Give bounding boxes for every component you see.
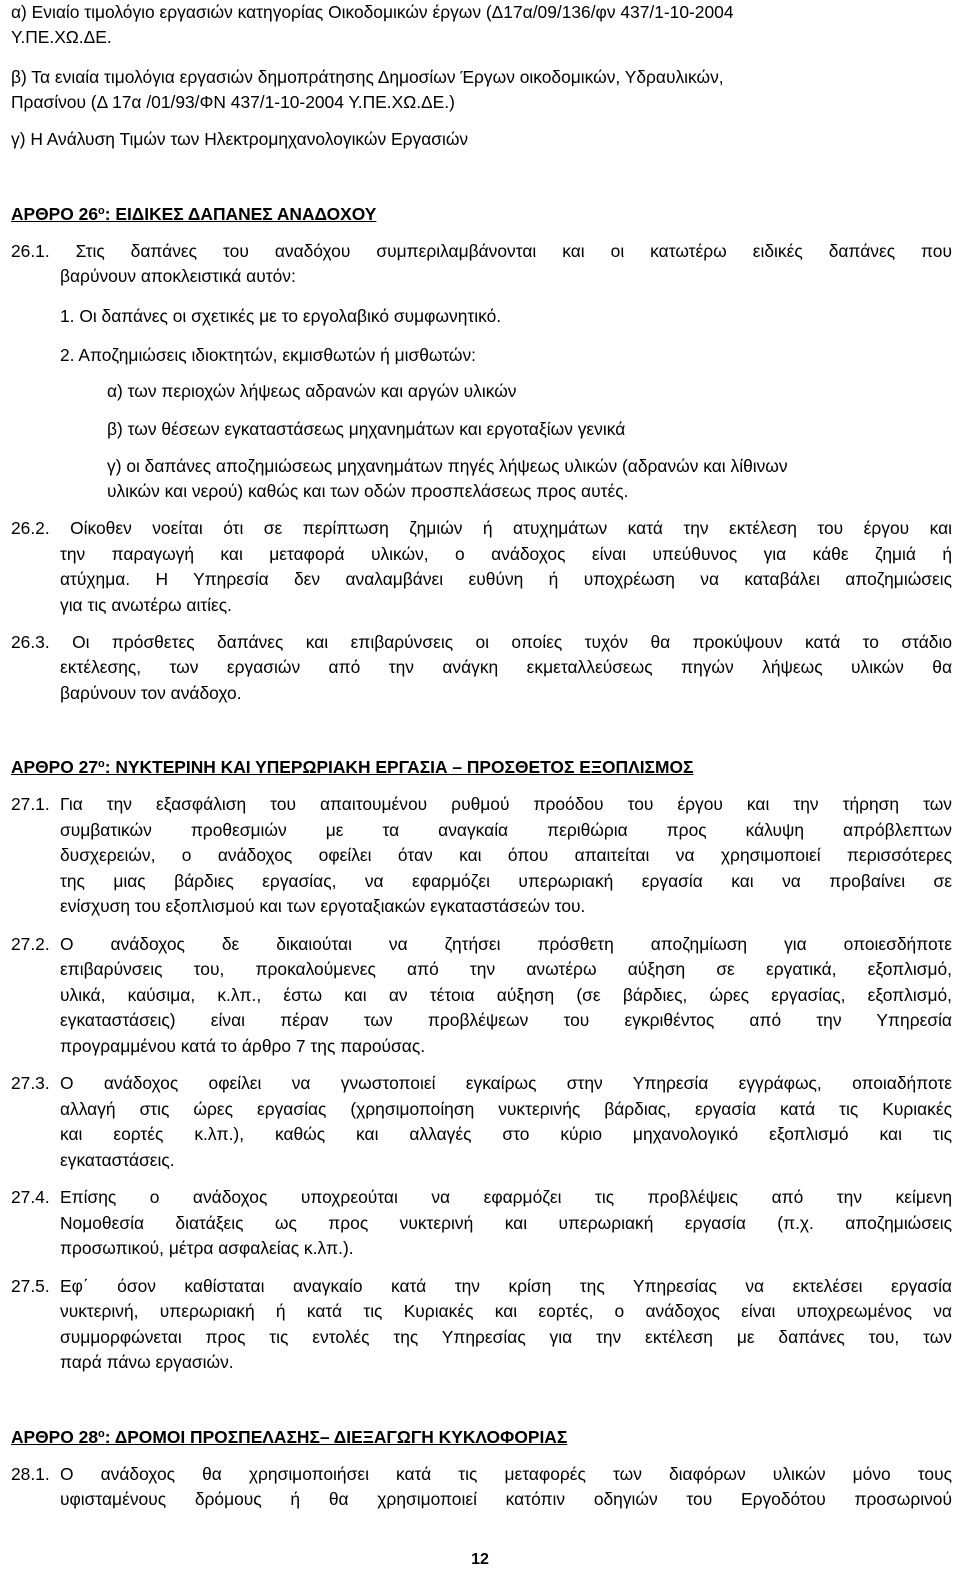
art27-p5-line3: συμμορφώνεται προς τις εντολές της Υπηρεσίας για την εκτέλεση με δαπάνες του, των	[60, 1327, 952, 1347]
art27-p2-number: 27.2.	[11, 934, 50, 954]
art27-p3-line3: και εορτές κ.λπ.), καθώς και αλλαγές στο κύριο μηχανολογικό εξοπλισμό και τις	[60, 1124, 952, 1144]
art26-p1-line2: βαρύνουν αποκλειστικά αυτόν:	[60, 266, 296, 286]
art27-p4-line3: προσωπικού, μέτρα ασφαλείας κ.λπ.).	[60, 1238, 354, 1258]
intro-item-a-line2: Υ.ΠΕ.ΧΩ.ΔΕ.	[11, 27, 112, 47]
art27-p4-line1: Επίσης ο ανάδοχος υποχρεούται να εφαρμόζει τις προβλέψεις από την κείμενη	[60, 1187, 952, 1207]
art27-p3-line4: εγκαταστάσεις.	[60, 1150, 175, 1170]
art27-p2-line2: επιβαρύνσεις του, προκαλούμενες από την ανωτέρω αύξηση σε εργατικά, εξοπλισμό,	[60, 959, 952, 979]
art28-p1-line2: υφισταμένους δρόμους ή θα χρησιμοποιεί κατόπιν οδηγιών του Εργοδότου προσωρινού	[60, 1489, 952, 1509]
art26-p3-line3: βαρύνουν τον ανάδοχο.	[60, 683, 242, 703]
intro-item-b-line1: β) Τα ενιαία τιμολόγια εργασιών δημοπράτησης Δημοσίων Έργων οικοδομικών, Υδραυλικών,	[11, 67, 724, 87]
art26-sub-c-line1: γ) οι δαπάνες αποζημιώσεως μηχανημάτων πηγές λήψεως υλικών (αδρανών και λίθινων	[107, 456, 788, 476]
art27-p1-line1: Για την εξασφάλιση του απαιτουμένου ρυθμού προόδου του έργου και την τήρηση των	[60, 794, 952, 814]
art27-p2-line4: εγκαταστάσεις) είναι πέραν των προβλέψεων του εγκριθέντος από την Υπηρεσία	[60, 1010, 952, 1030]
art27-p3-line2: αλλαγή στις ώρες εργασίας (χρησιμοποίηση νυκτερινής βάρδιας, εργασία κατά τις Κυριακές	[60, 1099, 952, 1119]
art27-p2-line1: Ο ανάδοχος δε δικαιούται να ζητήσει πρόσθετη αποζημίωση για οποιεσδήποτε	[60, 934, 952, 954]
art27-p5-line4: παρά πάνω εργασιών.	[60, 1352, 234, 1372]
art27-p4-number: 27.4.	[11, 1187, 50, 1207]
art26-item1: 1. Οι δαπάνες οι σχετικές με το εργολαβικό συμφωνητικό.	[60, 306, 502, 326]
art28-p1-line1: Ο ανάδοχος θα χρησιμοποιήσει κατά τις μεταφορές των διαφόρων υλικών μόνο τους	[60, 1464, 952, 1484]
art26-item2: 2. Αποζημιώσεις ιδιοκτητών, εκμισθωτών ή μισθωτών:	[60, 345, 476, 365]
art27-p1-line2: συμβατικών προθεσμιών με τα αναγκαία περιθώρια προς κάλυψη απρόβλεπτων	[60, 820, 952, 840]
art26-p2-line2: την παραγωγή και μεταφορά υλικών, ο ανάδοχος είναι υπεύθυνος για κάθε ζημιά ή	[60, 544, 952, 564]
intro-item-b-line2: Πρασίνου (Δ 17α /01/93/ΦΝ 437/1-10-2004 Υ.ΠΕ.ΧΩ.ΔΕ.)	[11, 92, 455, 112]
article-27-heading: ΑΡΘΡΟ $27^o$: ΝΥΚΤΕΡΙΝΗ ΚΑΙ ΥΠΕΡΩΡΙΑΚΗ ΕΡΓΑΣΙΑ – ΠΡΟΣΘΕΤΟΣ ΕΞΟΠΛΙΣΜΟΣ	[11, 757, 694, 777]
art26-p2-line4: για τις ανωτέρω αιτίες.	[60, 595, 233, 615]
article-26-heading: ΑΡΘΡΟ $26^o$: ΕΙΔΙΚΕΣ ΔΑΠΑΝΕΣ ΑΝΑΔΟΧΟΥ	[11, 204, 377, 224]
art27-p1-number: 27.1.	[11, 794, 50, 814]
art26-p1-line1: 26.1. Στις δαπάνες του αναδόχου συμπεριλαμβάνονται και οι κατωτέρω ειδικές δαπάνες που	[11, 241, 952, 261]
art27-p4-line2: Νομοθεσία διατάξεις ως προς νυκτερινή και υπερωριακή εργασία (π.χ. αποζημιώσεις	[60, 1213, 952, 1233]
art28-p1-number: 28.1.	[11, 1464, 50, 1484]
intro-item-a-line1: α) Ενιαίο τιμολόγιο εργασιών κατηγορίας Οικοδομικών έργων (Δ17α/09/136/φν 437/1-10-2004	[11, 2, 734, 22]
art26-p2-line3: ατύχημα. Η Υπηρεσία δεν αναλαμβάνει ευθύνη ή υποχρέωση να καταβάλει αποζημιώσεις	[60, 569, 952, 589]
art27-p2-line5: προγραμμένου κατά το άρθρο 7 της παρούσας.	[60, 1036, 426, 1056]
art27-p2-line3: υλικά, καύσιμα, κ.λπ., έστω και αν τέτοια αύξηση (σε βάρδιες, ώρες εργασίας, εξοπλισμό,	[60, 985, 952, 1005]
art27-p5-number: 27.5.	[11, 1276, 50, 1296]
art27-p3-number: 27.3.	[11, 1073, 50, 1093]
art27-p3-line1: Ο ανάδοχος οφείλει να γνωστοποιεί εγκαίρως στην Υπηρεσία εγγράφως, οποιαδήποτε	[60, 1073, 952, 1093]
art26-p3-line1: 26.3. Οι πρόσθετες δαπάνες και επιβαρύνσεις οι οποίες τυχόν θα προκύψουν κατά το στάδιο	[11, 632, 952, 652]
art27-p1-line5: ενίσχυση του εξοπλισμού και των εργοταξιακών εγκαταστάσεών του.	[60, 896, 586, 916]
art26-sub-b: β) των θέσεων εγκαταστάσεως μηχανημάτων και εργοταξίων γενικά	[107, 419, 626, 439]
art27-p1-line4: της μιας βάρδιες εργασίας, να εφαρμόζει υπερωριακή εργασία και να προβαίνει σε	[60, 871, 952, 891]
intro-item-c-line1: γ) Η Ανάλυση Τιμών των Ηλεκτρομηχανολογικών Εργασιών	[11, 129, 469, 149]
art27-p1-line3: δυσχερειών, ο ανάδοχος οφείλει όταν και όπου απαιτείται να χρησιμοποιεί περισσότερες	[60, 845, 952, 865]
article-28-heading: ΑΡΘΡΟ $28^o$: ΔΡΟΜΟΙ ΠΡΟΣΠΕΛΑΣΗΣ– ΔΙΕΞΑΓΩΓΗ ΚΥΚΛΟΦΟΡΙΑΣ	[11, 1427, 568, 1447]
art26-sub-c-line2: υλικών και νερού) καθώς και των οδών προσπελάσεως προς αυτές.	[107, 481, 629, 501]
page-number: 12	[471, 1551, 489, 1568]
art27-p5-line2: νυκτερινή, υπερωριακή ή κατά τις Κυριακές και εορτές, ο ανάδοχος είναι υποχρεωμένος να	[60, 1301, 952, 1321]
art26-p3-line2: εκτέλεσης, των εργασιών από την ανάγκη εκμεταλλεύσεως πηγών λήψεως υλικών θα	[60, 657, 952, 677]
art26-p2-line1: 26.2. Οίκοθεν νοείται ότι σε περίπτωση ζημιών ή ατυχημάτων κατά την εκτέλεση του έργου και	[11, 518, 952, 538]
art26-sub-a: α) των περιοχών λήψεως αδρανών και αργών υλικών	[107, 381, 517, 401]
art27-p5-line1: Εφ΄ όσον καθίσταται αναγκαίο κατά την κρίση της Υπηρεσίας να εκτελέσει εργασία	[60, 1276, 952, 1296]
